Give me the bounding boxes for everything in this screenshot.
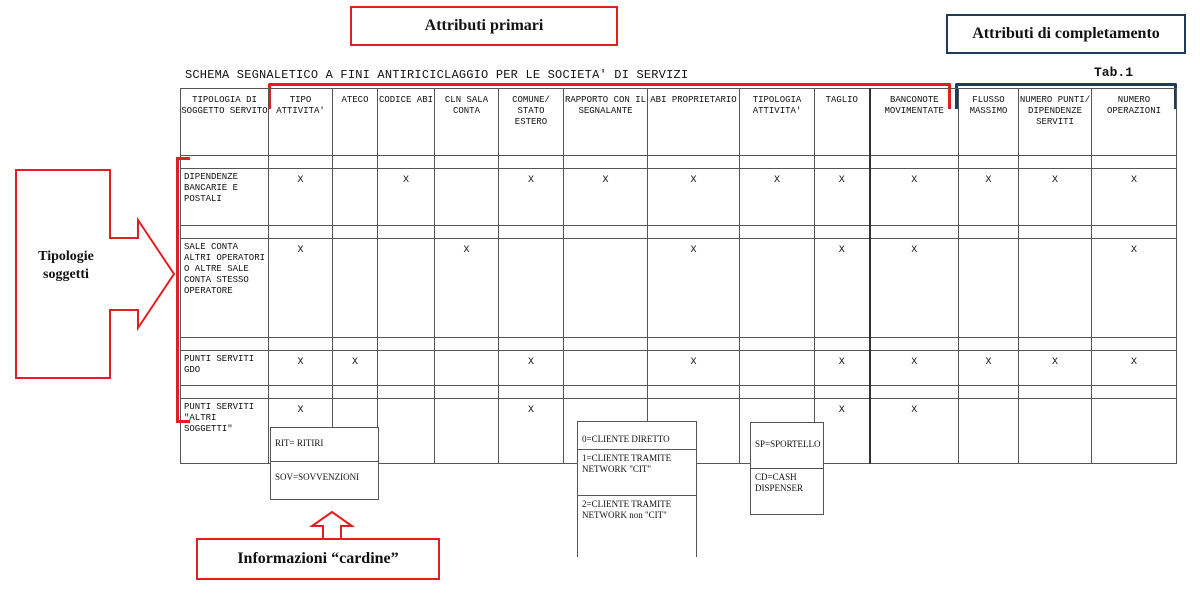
spacer-row <box>181 338 1177 351</box>
header-cell: ABI PROPRIETARIO <box>648 89 740 156</box>
mark-cell: X <box>870 239 959 338</box>
mark-cell: X <box>648 351 740 386</box>
mark-cell <box>378 239 435 338</box>
spacer-row <box>181 226 1177 239</box>
table-row <box>181 169 1177 226</box>
legend-rapporto <box>577 421 697 557</box>
mark-cell <box>378 399 435 464</box>
legend-tipo-attivita <box>270 427 379 500</box>
mark-cell <box>333 239 378 338</box>
mark-cell: X <box>815 351 870 386</box>
mark-cell: X <box>1019 169 1092 226</box>
mark-cell <box>378 351 435 386</box>
row-label: PUNTI SERVITI GDO <box>181 351 269 386</box>
mark-cell: X <box>870 169 959 226</box>
attributi-completamento-box <box>946 14 1186 54</box>
legend-item: RIT= RITIRI <box>271 428 378 462</box>
mark-cell: X <box>269 169 333 226</box>
table-title: SCHEMA SEGNALETICO A FINI ANTIRICICLAGGIO PER LE SOCIETA' DI SERVIZI <box>185 68 689 82</box>
informazioni-cardine-label: Informazioni “cardine” <box>237 550 399 567</box>
mark-cell: X <box>378 169 435 226</box>
mark-cell <box>333 169 378 226</box>
header-cell: TAGLIO <box>815 89 870 156</box>
mark-cell: X <box>959 351 1019 386</box>
row-label: DIPENDENZE BANCARIE E POSTALI <box>181 169 269 226</box>
mark-cell: X <box>648 239 740 338</box>
mark-cell <box>740 239 815 338</box>
mark-cell: X <box>1019 351 1092 386</box>
mark-cell <box>1092 399 1177 464</box>
legend-item: SP=SPORTELLO <box>751 423 823 469</box>
mark-cell <box>959 399 1019 464</box>
mark-cell: X <box>564 169 648 226</box>
mark-cell <box>740 351 815 386</box>
header-cell: TIPOLOGIA DI SOGGETTO SERVITO <box>181 89 269 156</box>
mark-cell: X <box>499 399 564 464</box>
mark-cell: X <box>815 239 870 338</box>
cardine-up-arrow <box>306 510 358 540</box>
mark-cell <box>1019 239 1092 338</box>
mark-cell: X <box>959 169 1019 226</box>
informazioni-cardine-box <box>196 538 440 580</box>
mark-cell <box>564 239 648 338</box>
attributi-primari-label: Attributi primari <box>424 17 544 34</box>
legend-item: CD=CASH DISPENSER <box>755 472 804 493</box>
mark-cell: X <box>435 239 499 338</box>
mark-cell <box>564 351 648 386</box>
mark-cell: X <box>815 399 870 464</box>
legend-item: SOV=SOVVENZIONI <box>275 472 360 482</box>
mark-cell: X <box>269 399 333 464</box>
legend-item: 2=CLIENTE TRAMITE NETWORK non "CIT" <box>582 499 672 520</box>
header-cell: FLUSSO MASSIMO <box>959 89 1019 156</box>
mark-cell: X <box>740 169 815 226</box>
header-cell: CLN SALA CONTA <box>435 89 499 156</box>
header-cell: COMUNE/ STATO ESTERO <box>499 89 564 156</box>
mark-cell <box>435 169 499 226</box>
table-row <box>181 351 1177 386</box>
mark-cell: X <box>1092 351 1177 386</box>
legend-item: 1=CLIENTE TRAMITE NETWORK "CIT" <box>578 450 696 496</box>
mark-cell: X <box>870 399 959 464</box>
spacer-row <box>181 386 1177 399</box>
header-cell: RAPPORTO CON IL SEGNALANTE <box>564 89 648 156</box>
header-cell: TIPO ATTIVITA' <box>269 89 333 156</box>
row-label: PUNTI SERVITI "ALTRI SOGGETTI" <box>181 399 269 464</box>
attributi-primari-box <box>350 6 618 46</box>
spacer-row <box>181 156 1177 169</box>
mark-cell: X <box>269 351 333 386</box>
header-cell: TIPOLOGIA ATTIVITA' <box>740 89 815 156</box>
mark-cell: X <box>1092 239 1177 338</box>
mark-cell <box>435 351 499 386</box>
legend-item: 0=CLIENTE DIRETTO <box>578 422 696 450</box>
tab-label: Tab.1 <box>1094 65 1134 80</box>
header-cell: NUMERO OPERAZIONI <box>1092 89 1177 156</box>
mark-cell <box>1019 399 1092 464</box>
schema-table <box>180 88 1177 464</box>
row-label: SALE CONTA ALTRI OPERATORI O ALTRE SALE CONTA STESSO OPERATORE <box>181 239 269 338</box>
rows-bracket <box>176 157 190 423</box>
mark-cell <box>499 239 564 338</box>
legend-tipologia-attivita <box>750 422 824 515</box>
mark-cell: X <box>870 351 959 386</box>
mark-cell: X <box>499 169 564 226</box>
mark-cell: X <box>269 239 333 338</box>
attributi-completamento-label: Attributi di completamento <box>972 25 1160 42</box>
mark-cell <box>959 239 1019 338</box>
header-cell: CODICE ABI <box>378 89 435 156</box>
tipologie-label: Tipologie soggetti <box>38 249 94 282</box>
mark-cell: X <box>333 351 378 386</box>
header-row <box>181 89 1177 156</box>
mark-cell: X <box>648 169 740 226</box>
header-cell: NUMERO PUNTI/ DIPENDENZE SERVITI <box>1019 89 1092 156</box>
header-cell: BANCONOTE MOVIMENTATE <box>870 89 959 156</box>
mark-cell <box>435 399 499 464</box>
mark-cell: X <box>1092 169 1177 226</box>
table-row <box>181 239 1177 338</box>
mark-cell: X <box>499 351 564 386</box>
mark-cell: X <box>815 169 870 226</box>
header-cell: ATECO <box>333 89 378 156</box>
